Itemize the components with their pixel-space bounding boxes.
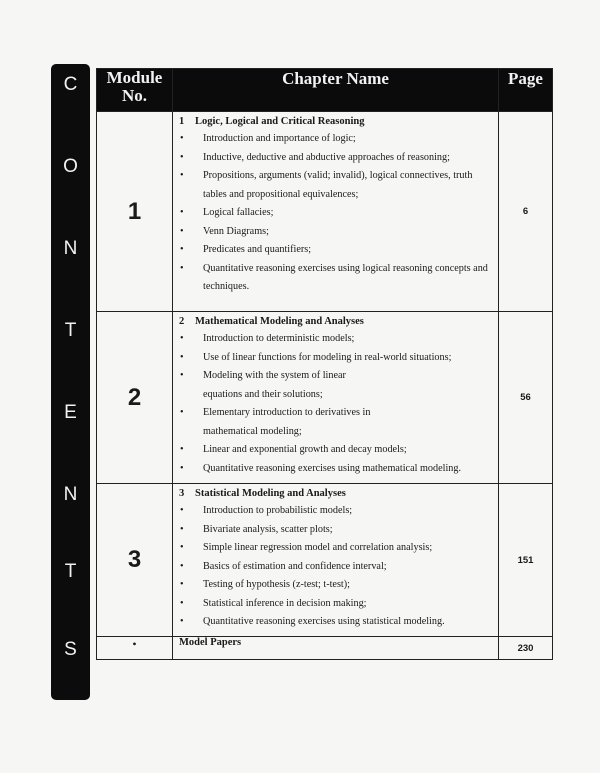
bullet-icon: • (180, 616, 184, 627)
module-number: 1 (97, 112, 173, 312)
sidebar-letter: S (64, 639, 77, 660)
topic-item: • Inductive, deductive and abductive approaches of reasoning; (179, 149, 494, 168)
bullet-icon: • (180, 170, 184, 181)
topic-item: • Elementary introduction to derivatives in mathematical modeling; (179, 404, 494, 441)
table-row-model-papers (97, 637, 553, 660)
bullet-icon: • (180, 333, 184, 344)
bullet-icon: • (180, 370, 184, 381)
topic-item: • Linear and exponential growth and decay models; (179, 441, 494, 460)
bullet-icon: • (180, 407, 184, 418)
page-number: 6 (499, 112, 553, 312)
bullet-icon: • (180, 444, 184, 455)
topic-item: • Basics of estimation and confidence interval; (179, 558, 494, 577)
bullet-icon: • (180, 462, 184, 474)
bullet-icon: • (180, 133, 184, 144)
bullet-icon: • (180, 579, 184, 590)
sidebar-letter: O (63, 156, 78, 177)
bullet-icon: • (180, 151, 184, 163)
bullet-icon: • (180, 244, 184, 255)
topic-item: • Predicates and quantifiers; (179, 241, 494, 260)
sidebar-letter: N (63, 484, 78, 505)
chapter-cell (173, 312, 499, 484)
topic-item: • Venn Diagrams; (179, 223, 494, 242)
page-number: 56 (499, 312, 553, 484)
topic-item: • Bivariate analysis, scatter plots; (179, 521, 494, 540)
bullet-icon: • (97, 637, 173, 660)
bullet-icon: • (180, 207, 184, 218)
header-module-no: Module No. (97, 69, 173, 112)
chapter-title: 2 Mathematical Modeling and Analyses (179, 316, 364, 327)
topic-item: • Introduction to probabilistic models; (179, 502, 494, 521)
topic-item: • Quantitative reasoning exercises using mathematical modeling. (179, 460, 494, 479)
topic-item: • Introduction and importance of logic; (179, 130, 494, 149)
sidebar-letter: T (64, 561, 77, 582)
topic-item: • Quantitative reasoning exercises using logical reasoning concepts and techniques. (179, 260, 494, 297)
bullet-icon: • (180, 505, 184, 516)
module-number: 2 (97, 312, 173, 484)
table-header-row (97, 69, 553, 112)
sidebar-letter: C (63, 74, 78, 95)
table-row-module-3 (97, 484, 553, 637)
topic-item: • Statistical inference in decision making; (179, 595, 494, 614)
sidebar-letter: T (64, 320, 77, 341)
contents-table (96, 68, 553, 660)
module-number: 3 (97, 484, 173, 637)
topic-item: • Introduction to deterministic models; (179, 330, 494, 349)
bullet-icon: • (180, 560, 184, 572)
bullet-icon: • (180, 597, 184, 609)
table-row-module-1 (97, 112, 553, 312)
page-number: 151 (499, 484, 553, 637)
chapter-cell (173, 484, 499, 637)
topic-item: • Testing of hypothesis (z-test; t-test); (179, 576, 494, 595)
sidebar-letter: N (63, 238, 78, 259)
model-papers-label: Model Papers (173, 637, 499, 660)
header-chapter-name: Chapter Name (173, 69, 499, 112)
header-page: Page (499, 69, 553, 112)
topic-item: • Quantitative reasoning exercises using statistical modeling. (179, 613, 494, 632)
topic-item: • Modeling with the system of linear equations and their solutions; (179, 367, 494, 404)
sidebar-letter: E (64, 402, 77, 423)
bullet-icon: • (180, 351, 184, 363)
bullet-icon: • (180, 542, 184, 553)
chapter-title: 3 Statistical Modeling and Analyses (179, 488, 346, 499)
chapter-title: 1 Logic, Logical and Critical Reasoning (179, 116, 365, 127)
topic-item: • Propositions, arguments (valid; invalid), logical connectives, truth tables and propositional equivalences; (179, 167, 494, 204)
topic-item: • Logical fallacies; (179, 204, 494, 223)
page-number: 230 (499, 637, 553, 660)
table-row-module-2 (97, 312, 553, 484)
contents-sidebar (51, 64, 90, 700)
topic-item: • Simple linear regression model and correlation analysis; (179, 539, 494, 558)
topic-item: • Use of linear functions for modeling in real-world situations; (179, 349, 494, 368)
bullet-icon: • (180, 225, 184, 237)
chapter-cell (173, 112, 499, 312)
bullet-icon: • (180, 523, 184, 535)
bullet-icon: • (180, 262, 184, 274)
